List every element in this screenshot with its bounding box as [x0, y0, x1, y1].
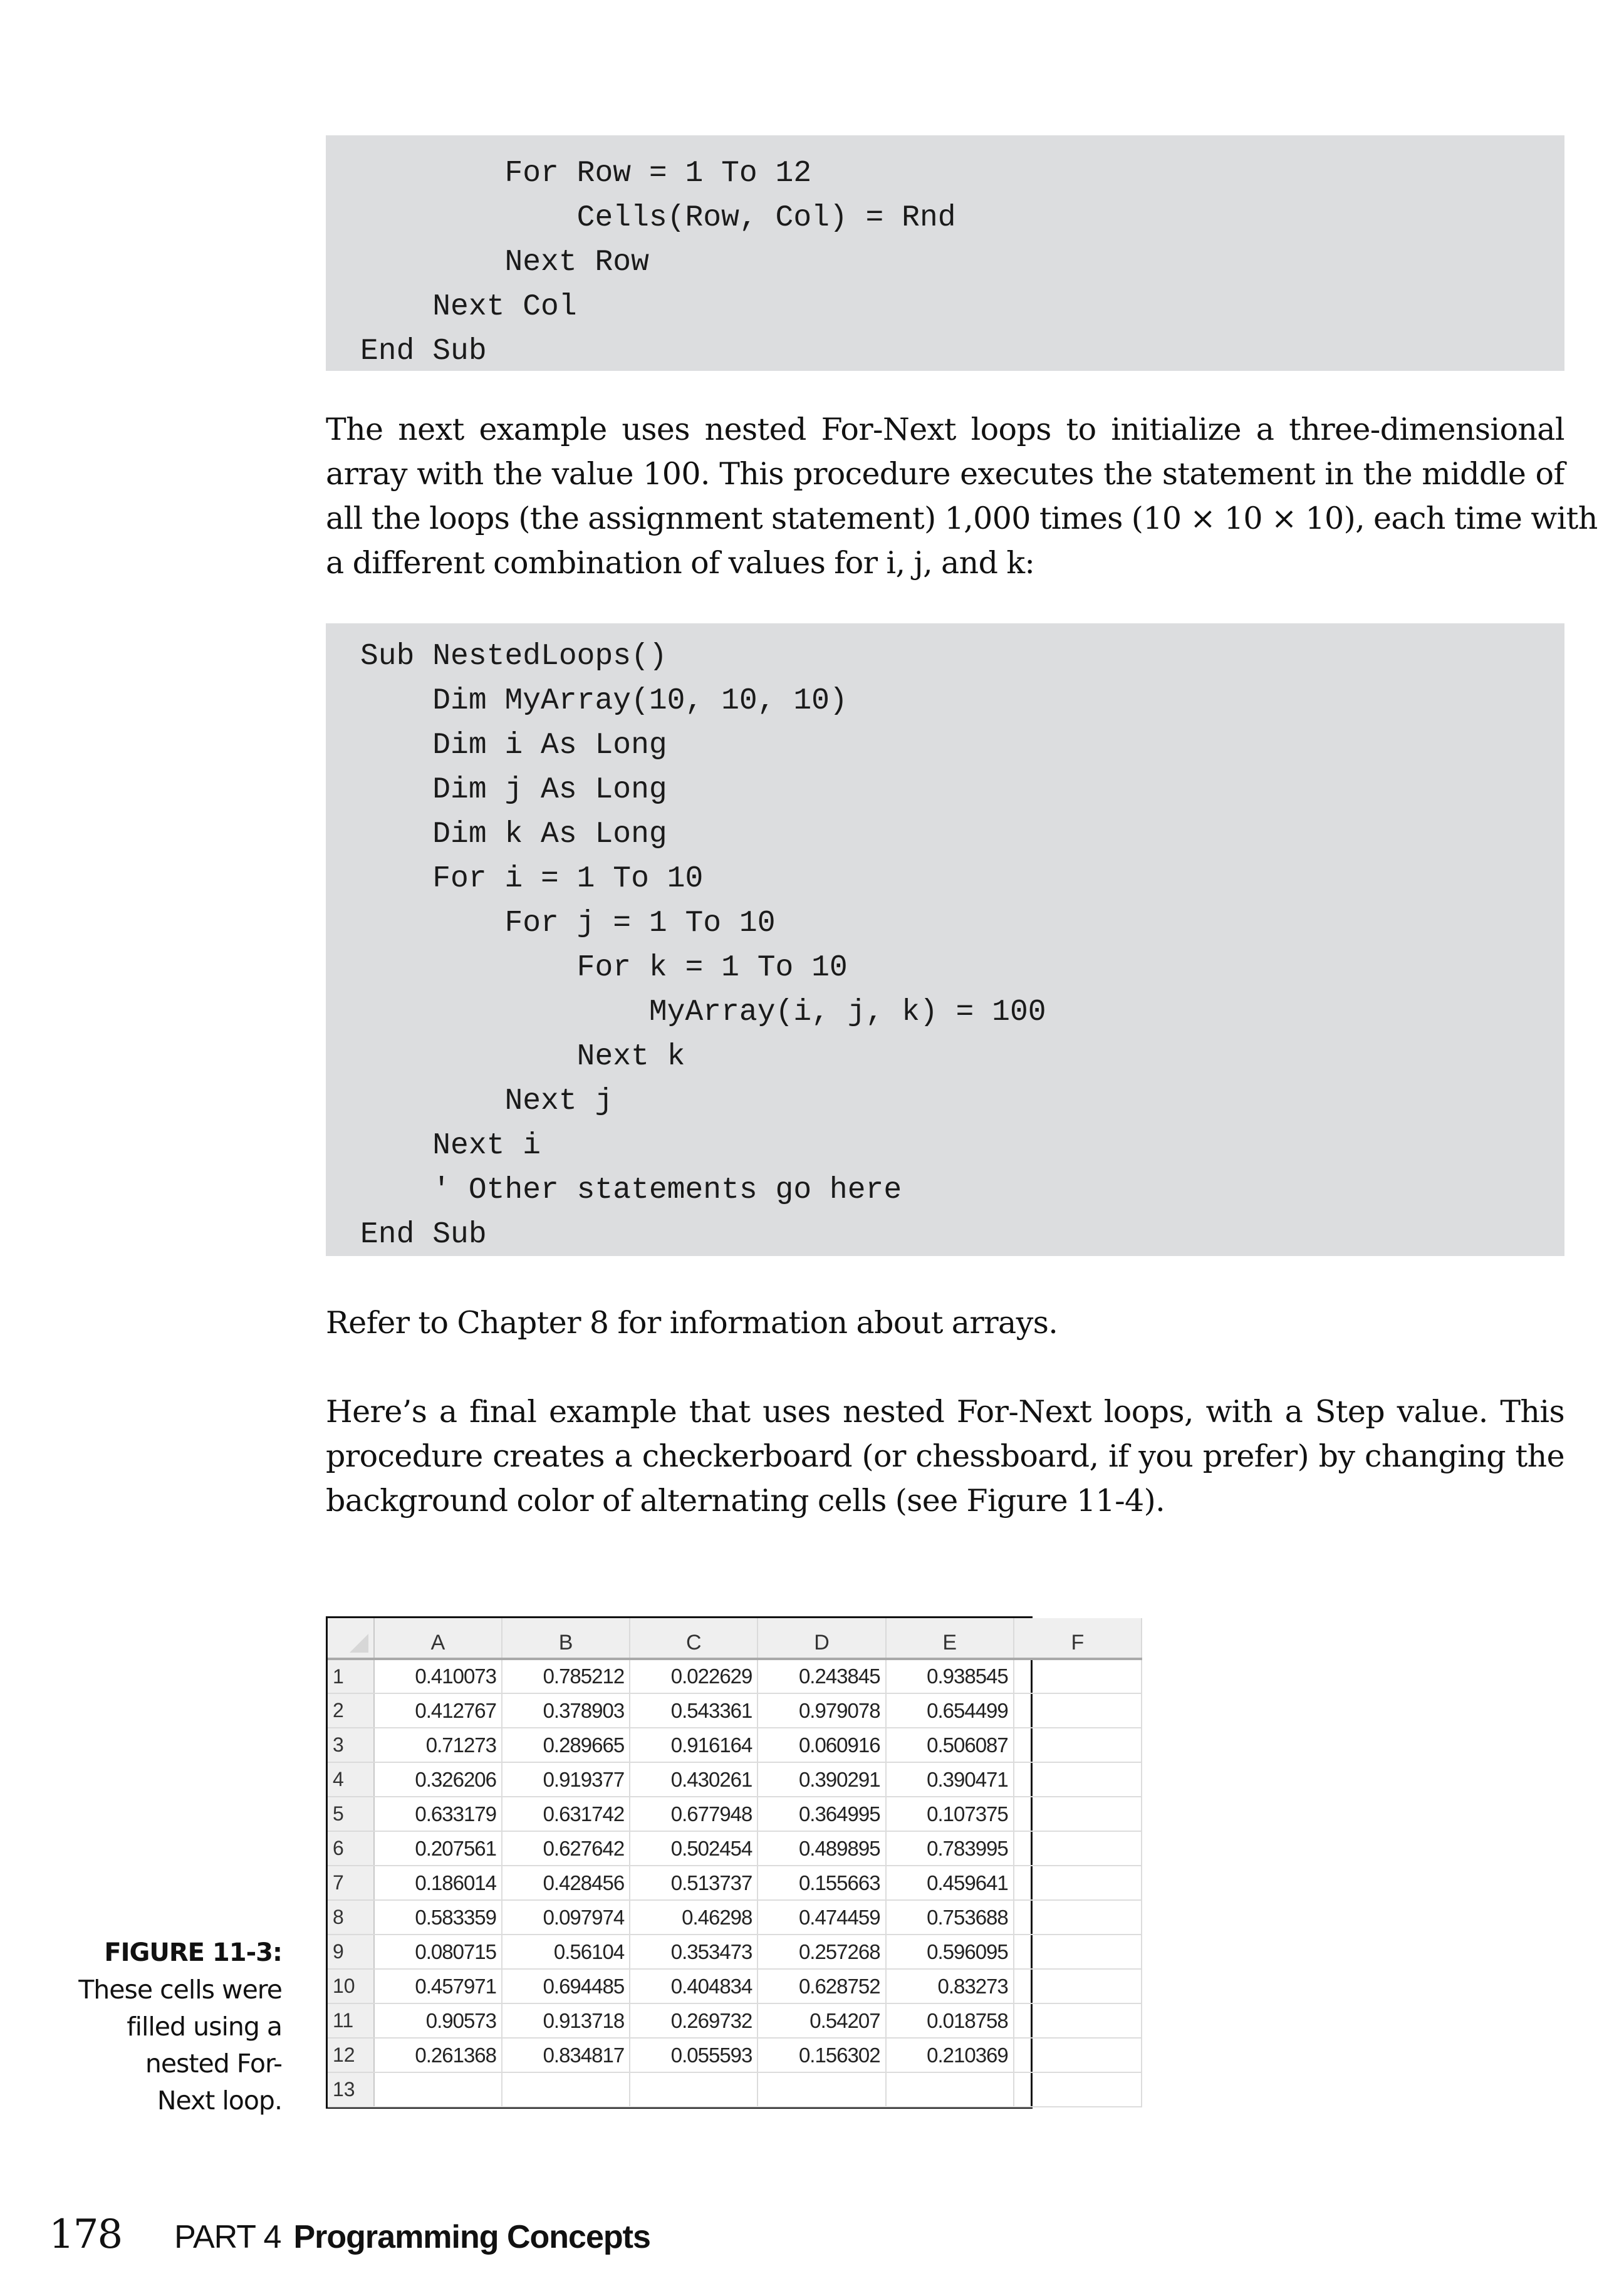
- spreadsheet-row: [328, 1935, 1142, 1969]
- spreadsheet-cell[interactable]: 0.913718: [502, 2003, 630, 2038]
- spreadsheet-cell[interactable]: 0.353473: [630, 1935, 757, 1969]
- spreadsheet-cell[interactable]: 0.916164: [630, 1728, 757, 1762]
- spreadsheet-row: [328, 1693, 1142, 1728]
- spreadsheet-cell[interactable]: 0.596095: [886, 1935, 1014, 1969]
- spreadsheet-cell[interactable]: 0.155663: [757, 1866, 885, 1900]
- row-header[interactable]: 11: [328, 2003, 374, 2038]
- spreadsheet-cell[interactable]: 0.022629: [630, 1659, 757, 1693]
- body-paragraph-chapter-reference: [326, 1301, 1564, 1345]
- spreadsheet-cell[interactable]: 0.428456: [502, 1866, 630, 1900]
- body-paragraph-nested-loops-intro: [326, 407, 1598, 585]
- spreadsheet-cell[interactable]: [1014, 1900, 1142, 1935]
- code-line: Sub NestedLoops(): [360, 640, 667, 673]
- spreadsheet-cell[interactable]: 0.269732: [630, 2003, 757, 2038]
- row-header[interactable]: 3: [328, 1728, 374, 1762]
- spreadsheet-cell[interactable]: 0.457971: [374, 1969, 502, 2003]
- spreadsheet-cell[interactable]: [1014, 1969, 1142, 2003]
- spreadsheet-cell[interactable]: 0.56104: [502, 1935, 630, 1969]
- spreadsheet-row: [328, 1831, 1142, 1866]
- row-header[interactable]: 8: [328, 1900, 374, 1935]
- spreadsheet-row: [328, 2003, 1142, 2038]
- spreadsheet-cell[interactable]: 0.71273: [374, 1728, 502, 1762]
- code-line: Next j: [360, 1084, 613, 1118]
- spreadsheet-cell[interactable]: 0.107375: [886, 1797, 1014, 1831]
- spreadsheet-cell[interactable]: 0.404834: [630, 1969, 757, 2003]
- spreadsheet-cell[interactable]: 0.459641: [886, 1866, 1014, 1900]
- spreadsheet-cell[interactable]: 0.261368: [374, 2038, 502, 2072]
- spreadsheet-cell[interactable]: 0.785212: [502, 1659, 630, 1693]
- caption-line: nested For-: [145, 2049, 282, 2079]
- spreadsheet-cell[interactable]: [1014, 1935, 1142, 1969]
- caption-line: filled using a: [127, 2012, 282, 2042]
- spreadsheet-cell[interactable]: 0.390471: [886, 1762, 1014, 1797]
- code-line: End Sub: [360, 1218, 487, 1252]
- spreadsheet-cell[interactable]: 0.694485: [502, 1969, 630, 2003]
- spreadsheet-cell[interactable]: 0.018758: [886, 2003, 1014, 2038]
- code-block-nested-loops-sub: [326, 623, 1564, 1256]
- spreadsheet-cell[interactable]: 0.060916: [757, 1728, 885, 1762]
- spreadsheet-cell[interactable]: 0.54207: [757, 2003, 885, 2038]
- caption-line: These cells were: [78, 1975, 282, 2005]
- figure-caption: [38, 1935, 282, 2119]
- spreadsheet-cell[interactable]: 0.627642: [502, 1831, 630, 1866]
- spreadsheet-cell[interactable]: [886, 2072, 1014, 2107]
- spreadsheet-cell[interactable]: 0.412767: [374, 1693, 502, 1728]
- spreadsheet-cell[interactable]: [1014, 1762, 1142, 1797]
- spreadsheet-cell[interactable]: 0.156302: [757, 2038, 885, 2072]
- select-all-corner[interactable]: [328, 1618, 374, 1659]
- code-line: End Sub: [360, 335, 487, 368]
- code-line: Next k: [360, 1040, 685, 1074]
- spreadsheet-cell[interactable]: 0.364995: [757, 1797, 885, 1831]
- spreadsheet-cell[interactable]: [1014, 1797, 1142, 1831]
- spreadsheet-row: [328, 1659, 1142, 1693]
- row-header[interactable]: 13: [328, 2072, 374, 2107]
- spreadsheet-cell[interactable]: 0.080715: [374, 1935, 502, 1969]
- spreadsheet-row: [328, 2038, 1142, 2072]
- spreadsheet-row: [328, 1866, 1142, 1900]
- code-line: Dim j As Long: [360, 773, 667, 807]
- spreadsheet-cell[interactable]: 0.410073: [374, 1659, 502, 1693]
- code-line: MyArray(i, j, k) = 100: [360, 995, 1046, 1029]
- row-header[interactable]: 4: [328, 1762, 374, 1797]
- spreadsheet-cell[interactable]: 0.506087: [886, 1728, 1014, 1762]
- spreadsheet-cell[interactable]: 0.919377: [502, 1762, 630, 1797]
- column-header[interactable]: A: [374, 1618, 502, 1659]
- spreadsheet-cell[interactable]: 0.257268: [757, 1935, 885, 1969]
- spreadsheet-cell[interactable]: [1014, 1866, 1142, 1900]
- spreadsheet-row: [328, 1728, 1142, 1762]
- row-header[interactable]: 9: [328, 1935, 374, 1969]
- paragraph-line: The next example uses nested For-Next loops to initialize a three-dimensional: [326, 412, 1564, 447]
- spreadsheet-cell[interactable]: 0.378903: [502, 1693, 630, 1728]
- code-line: Dim i As Long: [360, 729, 667, 762]
- spreadsheet-row: [328, 2072, 1142, 2107]
- spreadsheet-cell[interactable]: 0.938545: [886, 1659, 1014, 1693]
- paragraph-line: all the loops (the assignment statement) 1,000 times (10 × 10 × 10), each time with: [326, 501, 1598, 536]
- spreadsheet-cell[interactable]: 0.583359: [374, 1900, 502, 1935]
- spreadsheet-cell[interactable]: 0.631742: [502, 1797, 630, 1831]
- code-block-for-next-rows: [326, 135, 1564, 371]
- figure-label: FIGURE 11-3:: [104, 1938, 282, 1967]
- spreadsheet-figure: [326, 1616, 1085, 2109]
- spreadsheet-cell[interactable]: [630, 2072, 757, 2107]
- spreadsheet-cell[interactable]: 0.90573: [374, 2003, 502, 2038]
- page-number: 178: [49, 2211, 122, 2258]
- spreadsheet-cell[interactable]: [1014, 2038, 1142, 2072]
- spreadsheet-cell[interactable]: 0.46298: [630, 1900, 757, 1935]
- spreadsheet-cell[interactable]: 0.055593: [630, 2038, 757, 2072]
- code-line: Next Col: [360, 290, 577, 324]
- paragraph-line: background color of alternating cells (see Figure 11-4).: [326, 1483, 1165, 1519]
- code-line: For i = 1 To 10: [360, 862, 704, 896]
- paragraph-line: array with the value 100. This procedure executes the statement in the middle of: [326, 456, 1564, 492]
- spreadsheet-cell[interactable]: [1014, 1659, 1142, 1693]
- spreadsheet-cell[interactable]: 0.633179: [374, 1797, 502, 1831]
- spreadsheet-cell[interactable]: 0.753688: [886, 1900, 1014, 1935]
- row-header[interactable]: 1: [328, 1659, 374, 1693]
- row-header[interactable]: 10: [328, 1969, 374, 2003]
- spreadsheet-cell[interactable]: 0.207561: [374, 1831, 502, 1866]
- spreadsheet-row: [328, 1900, 1142, 1935]
- column-header[interactable]: F: [1014, 1618, 1142, 1659]
- spreadsheet-row: [328, 1762, 1142, 1797]
- column-header[interactable]: E: [886, 1618, 1014, 1659]
- spreadsheet-cell[interactable]: 0.628752: [757, 1969, 885, 2003]
- spreadsheet-cell[interactable]: 0.654499: [886, 1693, 1014, 1728]
- spreadsheet-cell[interactable]: 0.979078: [757, 1693, 885, 1728]
- spreadsheet-row: [328, 1969, 1142, 2003]
- paragraph-line: Refer to Chapter 8 for information about arrays.: [326, 1305, 1058, 1341]
- column-header-row: [328, 1618, 1142, 1659]
- code-line: Next Row: [360, 246, 649, 279]
- select-all-triangle-icon: [350, 1634, 368, 1653]
- spreadsheet-grid: [328, 1618, 1142, 2107]
- code-line: Next i: [360, 1129, 541, 1163]
- row-header[interactable]: 2: [328, 1693, 374, 1728]
- spreadsheet-cell[interactable]: 0.83273: [886, 1969, 1014, 2003]
- spreadsheet-cell[interactable]: 0.186014: [374, 1866, 502, 1900]
- spreadsheet-cell[interactable]: 0.489895: [757, 1831, 885, 1866]
- code-line: ' Other statements go here: [360, 1173, 902, 1207]
- column-header[interactable]: D: [757, 1618, 885, 1659]
- part-label: PART 4: [174, 2219, 281, 2255]
- spreadsheet-cell[interactable]: 0.390291: [757, 1762, 885, 1797]
- code-line: For Row = 1 To 12: [360, 157, 812, 190]
- spreadsheet-cell[interactable]: [502, 2072, 630, 2107]
- spreadsheet-cell[interactable]: 0.097974: [502, 1900, 630, 1935]
- spreadsheet-cell[interactable]: [1014, 2072, 1142, 2107]
- spreadsheet-cell[interactable]: [1014, 2003, 1142, 2038]
- spreadsheet-cell[interactable]: 0.502454: [630, 1831, 757, 1866]
- spreadsheet-cell[interactable]: 0.834817: [502, 2038, 630, 2072]
- spreadsheet-cell[interactable]: 0.474459: [757, 1900, 885, 1935]
- row-header[interactable]: 6: [328, 1831, 374, 1866]
- spreadsheet-cell[interactable]: 0.243845: [757, 1659, 885, 1693]
- paragraph-line: Here’s a final example that uses nested For-Next loops, with a Step value. This: [326, 1394, 1564, 1430]
- spreadsheet-cell[interactable]: 0.289665: [502, 1728, 630, 1762]
- spreadsheet-row: [328, 1797, 1142, 1831]
- spreadsheet-cell[interactable]: [374, 2072, 502, 2107]
- code-line: Dim k As Long: [360, 818, 667, 851]
- row-header[interactable]: 12: [328, 2038, 374, 2072]
- spreadsheet-cell[interactable]: [1014, 1831, 1142, 1866]
- column-header[interactable]: B: [502, 1618, 630, 1659]
- spreadsheet-cell[interactable]: 0.677948: [630, 1797, 757, 1831]
- spreadsheet-cell[interactable]: 0.210369: [886, 2038, 1014, 2072]
- body-paragraph-checkerboard-intro: [326, 1390, 1564, 1523]
- paragraph-line: a different combination of values for i, j, and k:: [326, 545, 1035, 581]
- code-line: Cells(Row, Col) = Rnd: [360, 201, 956, 235]
- code-line: Dim MyArray(10, 10, 10): [360, 684, 848, 718]
- code-line: For k = 1 To 10: [360, 951, 848, 985]
- spreadsheet-cell[interactable]: [757, 2072, 885, 2107]
- caption-line: Next loop.: [157, 2086, 282, 2116]
- column-header[interactable]: C: [630, 1618, 757, 1659]
- row-header[interactable]: 5: [328, 1797, 374, 1831]
- part-title: Programming Concepts: [293, 2219, 650, 2255]
- row-header[interactable]: 7: [328, 1866, 374, 1900]
- spreadsheet-cell[interactable]: [1014, 1693, 1142, 1728]
- spreadsheet-cell[interactable]: 0.430261: [630, 1762, 757, 1797]
- code-line: For j = 1 To 10: [360, 906, 776, 940]
- spreadsheet-cell[interactable]: 0.326206: [374, 1762, 502, 1797]
- paragraph-line: procedure creates a checkerboard (or chessboard, if you prefer) by changing the: [326, 1438, 1564, 1474]
- page-footer: [49, 2211, 650, 2268]
- spreadsheet-cell[interactable]: [1014, 1728, 1142, 1762]
- spreadsheet-cell[interactable]: 0.513737: [630, 1866, 757, 1900]
- spreadsheet-cell[interactable]: 0.783995: [886, 1831, 1014, 1866]
- spreadsheet-cell[interactable]: 0.543361: [630, 1693, 757, 1728]
